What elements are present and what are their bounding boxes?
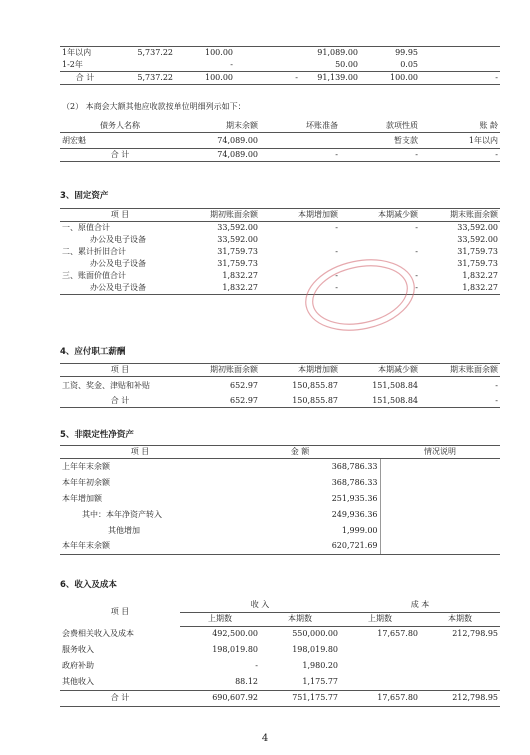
fixed-assets-table [60, 208, 500, 295]
cell: - [255, 661, 258, 670]
table-row [60, 690, 500, 706]
table-row [60, 674, 500, 690]
table-row [60, 507, 500, 523]
column-header: 收 入 [180, 598, 340, 612]
cell [420, 59, 500, 72]
cell [260, 258, 340, 270]
cell: - [340, 149, 420, 162]
column-header: 项 目 [60, 364, 180, 377]
cell: 其他增加 [108, 525, 140, 535]
column-header: 本期减少额 [340, 209, 420, 222]
page-number: 4 [261, 733, 269, 744]
cell: 1,175.77 [302, 676, 339, 686]
cell: - [415, 247, 418, 256]
cell: 办公及电子设备 [90, 259, 146, 268]
cell: 17,657.80 [340, 690, 420, 706]
cell: 88.12 [235, 676, 258, 686]
table-row [60, 270, 500, 282]
cell [420, 658, 500, 674]
cell: 1,980.20 [302, 661, 339, 670]
cell: 1年以内 [468, 135, 498, 145]
cell [420, 674, 500, 690]
cell: 198,019.80 [292, 645, 339, 654]
cell: - [415, 223, 418, 232]
column-header: 项 目 [60, 446, 220, 459]
cell: 150,855.87 [292, 380, 338, 390]
table-header-row [60, 364, 500, 377]
cell [420, 47, 500, 60]
cell [110, 59, 175, 72]
table-row [60, 475, 500, 491]
column-header: 本期减少额 [340, 364, 420, 377]
table-row [60, 149, 500, 162]
cell: - [335, 223, 338, 232]
table-row [60, 539, 500, 555]
cell: 1,832.27 [180, 282, 260, 295]
cell: 33,592.00 [217, 223, 258, 232]
table-row [60, 72, 500, 85]
cell: 合 计 [60, 149, 180, 162]
cell: 198,019.80 [212, 645, 258, 654]
cell: 合 计 [60, 395, 180, 408]
cell: 150,855.87 [260, 395, 340, 408]
cell [340, 642, 420, 658]
cell: - [335, 247, 338, 256]
cell: - [235, 72, 300, 85]
cell: - [415, 271, 418, 280]
cell: 会费相关收入及成本 [62, 629, 134, 638]
cell: 办公及电子设备 [60, 282, 180, 295]
cell: 652.97 [180, 395, 260, 408]
income-cost-table [60, 598, 500, 707]
table-header-row [60, 209, 500, 222]
cell: 31,759.73 [217, 247, 258, 256]
cell: 74,089.00 [217, 135, 258, 145]
cell: 100.00 [175, 47, 235, 60]
aging-table [60, 46, 500, 85]
column-header: 上期数 [340, 612, 420, 626]
column-header: 本期数 [260, 612, 340, 626]
row-label: 1-2年 [62, 60, 83, 69]
cell: 其中：本年净资产转入 [82, 509, 162, 519]
table-row [60, 395, 500, 408]
table-row [60, 59, 500, 72]
cell: 751,175.77 [260, 690, 340, 706]
table-row [60, 377, 500, 395]
cell: - [420, 149, 500, 162]
table-row [60, 523, 500, 539]
cell: 三、账面价值合计 [62, 271, 126, 280]
cell: 620,721.69 [220, 539, 380, 555]
cell: 本年增加额 [62, 493, 102, 503]
cell [260, 234, 340, 246]
cell: 368,786.33 [331, 477, 378, 487]
cell: 办公及电子设备 [90, 235, 146, 244]
cell: 50.00 [335, 60, 358, 69]
net-assets-table [60, 445, 500, 555]
table-row [60, 642, 500, 658]
table-header-row [60, 120, 500, 133]
cell [340, 234, 420, 246]
column-header: 款项性质 [340, 120, 420, 133]
cell: 1,832.27 [420, 282, 500, 295]
cell [260, 133, 340, 149]
cell: 492,500.00 [212, 629, 258, 639]
debtor-table [60, 120, 500, 162]
cell: 工资、奖金、津贴和补贴 [62, 380, 150, 390]
cell: 100.00 [360, 72, 420, 85]
row-label: 合 计 [60, 72, 110, 85]
table-row [60, 491, 500, 507]
note-text: （2） 本商会大额其他应收款按单位明细列示如下： [62, 102, 246, 111]
cell: 33,592.00 [457, 235, 498, 244]
cell: 其他收入 [62, 676, 94, 686]
column-header: 坏账准备 [260, 120, 340, 133]
cell: 74,089.00 [180, 149, 260, 162]
cell: 99.95 [360, 47, 420, 60]
table-header-row [60, 598, 500, 612]
cell: - [335, 271, 338, 280]
table-row [60, 282, 500, 295]
cell: 212,798.95 [452, 629, 499, 639]
cell: - [260, 282, 340, 295]
cell [340, 658, 420, 674]
column-header: 期末账面余额 [420, 209, 500, 222]
cell: 1,832.27 [222, 271, 258, 280]
cell: 690,607.92 [180, 690, 260, 706]
column-header: 期初账面余额 [180, 364, 260, 377]
section-heading: 4、应付职工薪酬 [60, 347, 126, 357]
cell [235, 47, 300, 60]
table-row [60, 222, 500, 235]
column-header: 本期数 [420, 612, 500, 626]
cell: 合 计 [60, 690, 180, 706]
cell [235, 59, 300, 72]
column-header: 项 目 [110, 607, 130, 616]
cell: 91,139.00 [300, 72, 360, 85]
table-row [60, 47, 500, 60]
cell: 652.97 [230, 380, 258, 390]
cell: 100.00 [175, 72, 235, 85]
section-heading: 3、固定资产 [60, 191, 109, 201]
table-row [60, 133, 500, 149]
cell: - [260, 149, 340, 162]
table-row [60, 626, 500, 642]
section-heading: 6、收入及成本 [60, 580, 117, 590]
row-label: 1年以内 [60, 47, 110, 60]
column-header: 本期增加额 [260, 364, 340, 377]
column-header: 期末账面余额 [420, 364, 500, 377]
cell: 一、原值合计 [62, 223, 110, 232]
cell: 33,592.00 [217, 235, 258, 244]
column-header: 情况说明 [380, 446, 500, 459]
table-row [60, 258, 500, 270]
cell: 5,737.22 [110, 47, 175, 60]
cell [420, 642, 500, 658]
cell: - [340, 282, 420, 295]
cell: 91,089.00 [300, 47, 360, 60]
cell: 服务收入 [62, 645, 94, 654]
column-header: 金 额 [220, 446, 380, 459]
cell: 政府补助 [62, 661, 94, 670]
cell: 本年年末余额 [60, 539, 220, 555]
cell: 本年年初余额 [62, 477, 110, 487]
column-header: 本期增加额 [260, 209, 340, 222]
cell: - [420, 72, 500, 85]
cell [340, 258, 420, 270]
table-header-row [60, 446, 500, 459]
cell: 550,000.00 [292, 629, 339, 639]
column-header: 债务人名称 [60, 120, 180, 133]
cell: - [230, 60, 233, 69]
cell: 17,657.80 [377, 629, 419, 639]
column-header: 期末余额 [180, 120, 260, 133]
cell: 暂支款 [394, 135, 418, 145]
table-row [60, 246, 500, 258]
cell: 二、累计折旧合计 [62, 247, 126, 256]
table-row [60, 459, 500, 475]
cell: 249,936.36 [331, 509, 378, 519]
cell: 368,786.33 [331, 461, 378, 471]
cell: 251,935.36 [331, 493, 378, 503]
cell: 151,508.84 [340, 395, 420, 408]
column-header: 项 目 [60, 209, 180, 222]
payroll-table [60, 363, 500, 408]
cell: 31,759.73 [457, 247, 498, 256]
table-row [60, 234, 500, 246]
column-header: 上期数 [180, 612, 260, 626]
cell: 0.05 [400, 60, 418, 69]
cell: 1,999.00 [341, 525, 378, 535]
table-row [60, 658, 500, 674]
cell: 212,798.95 [420, 690, 500, 706]
cell: 5,737.22 [110, 72, 175, 85]
column-header: 账 龄 [420, 120, 500, 133]
cell: 上年年末余额 [62, 461, 110, 471]
cell: 31,759.73 [217, 259, 258, 268]
cell: 151,508.84 [372, 380, 418, 390]
cell: 1,832.27 [462, 271, 498, 280]
cell: - [420, 395, 500, 408]
section-heading: 5、非限定性净资产 [60, 430, 134, 440]
cell [340, 674, 420, 690]
column-header: 期初账面余额 [180, 209, 260, 222]
cell: 胡宏魁 [62, 135, 86, 145]
cell: 31,759.73 [457, 259, 498, 268]
cell: - [495, 380, 498, 390]
cell: 33,592.00 [457, 223, 498, 232]
column-header: 成 本 [340, 598, 500, 612]
